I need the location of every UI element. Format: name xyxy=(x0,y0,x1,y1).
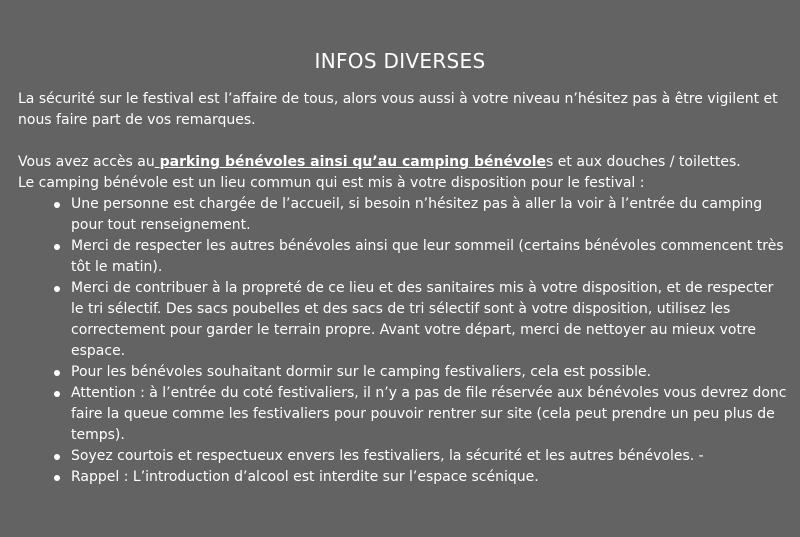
page-title: INFOS DIVERSES xyxy=(314,49,486,73)
list-item xyxy=(71,383,790,446)
bullet-icon xyxy=(54,370,60,376)
list-item-text: Soyez courtois et respectueux envers les festivaliers, la sécurité et les autres bénévoles. - xyxy=(71,448,704,464)
list-item xyxy=(71,467,790,488)
list-item-text: Rappel : L’introduction d’alcool est interdite sur l’espace scénique. xyxy=(71,469,539,485)
bullet-icon xyxy=(54,202,60,208)
info-content xyxy=(18,89,790,488)
list-item xyxy=(71,446,790,467)
parking-camping-link[interactable]: parking bénévoles ainsi qu’au camping bénévole xyxy=(154,154,547,170)
camping-intro: Le camping bénévole est un lieu commun qui est mis à votre disposition pour le festival : xyxy=(18,175,645,191)
list-item xyxy=(71,236,790,278)
bullet-icon xyxy=(54,475,60,481)
security-paragraph: La sécurité sur le festival est l’affaire de tous, alors vous aussi à votre niveau n’hésitez pas à être vigilent et nous faire part de vos remarques. xyxy=(18,91,778,128)
bullet-icon xyxy=(54,391,60,397)
bullet-icon xyxy=(54,286,60,292)
list-item-text: Merci de respecter les autres bénévoles ainsi que leur sommeil (certains bénévoles commencent très tôt le matin). xyxy=(71,238,784,275)
list-item xyxy=(71,194,790,236)
access-text-before: Vous avez accès au xyxy=(18,154,155,170)
bullet-icon xyxy=(54,454,60,460)
paragraph-spacer xyxy=(18,131,790,152)
access-paragraph xyxy=(18,152,790,173)
access-text-after: s et aux douches / toilettes. xyxy=(546,154,741,170)
list-item-text: Pour les bénévoles souhaitant dormir sur le camping festivaliers, cela est possible. xyxy=(71,364,652,380)
bullet-icon xyxy=(54,244,60,250)
list-item xyxy=(71,278,790,362)
camping-rules-list xyxy=(18,194,790,488)
list-item-text: Une personne est chargée de l’accueil, si besoin n’hésitez pas à aller la voir à l’entrée du camping pour tout renseignement. xyxy=(71,196,763,233)
list-item xyxy=(71,362,790,383)
list-item-text: Merci de contribuer à la propreté de ce lieu et des sanitaires mis à votre disposition, et de respecter le tri sélectif. Des sacs poubelles et des sacs de tri sélectif sont à votre disposition, utilisez les correctement pour garder le terrain propre. Avant votre départ, merci de nettoyer au mieux votre espace. xyxy=(71,280,774,359)
list-item-text: Attention : à l’entrée du coté festivaliers, il n’y a pas de file réservée aux bénévoles vous devrez donc faire la queue comme les festivaliers pour pouvoir rentrer sur site (cela peut prendre un peu plus de temps). xyxy=(71,385,787,443)
